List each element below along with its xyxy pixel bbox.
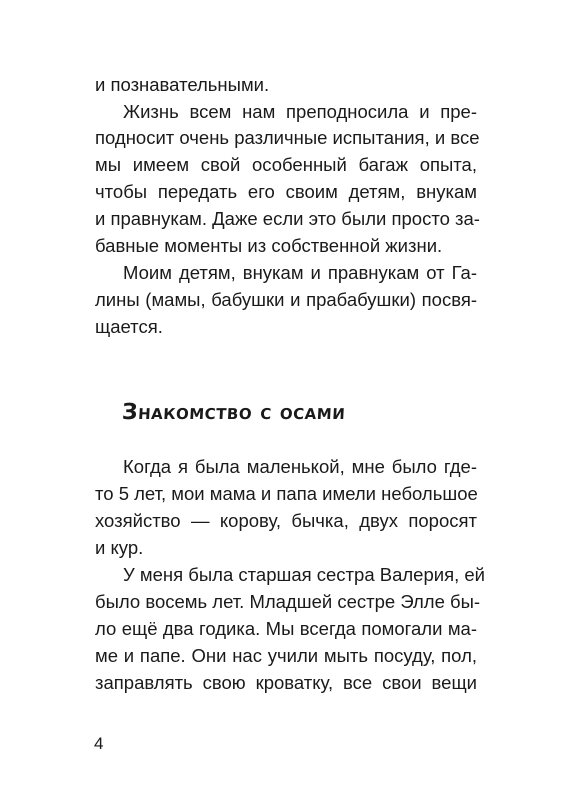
text-line: бавные моменты из собственной жизни. — [95, 235, 443, 256]
text-line: Моим детям, внукам и правнукам от Га- — [123, 262, 477, 283]
text-line: мы имеем свой особенный багаж опыта, — [95, 154, 477, 175]
chapter-heading: Знакомство с осами — [121, 400, 347, 425]
text-line: У меня была старшая сестра Валерия, ей — [123, 564, 486, 585]
text-line: то 5 лет, мои мама и папа имели небольшое — [95, 483, 478, 504]
text-line: и кур. — [95, 537, 144, 558]
text-line: чтобы передать его своим детям, внукам — [95, 181, 477, 202]
page-number: 4 — [94, 734, 104, 753]
text-line: и познавательными. — [95, 74, 270, 95]
text-line: заправлять свою кроватку, все свои вещи — [95, 672, 477, 693]
text-line: подносит очень различные испытания, и все — [95, 127, 480, 148]
text-line: было восемь лет. Младшей сестре Элле бы- — [95, 591, 481, 612]
text-line: ме и папе. Они нас учили мыть посуду, пол, — [95, 645, 477, 666]
text-line: Когда я была маленькой, мне было где- — [123, 456, 477, 477]
text-line: ло ещё два годика. Мы всегда помогали ма- — [95, 618, 477, 639]
text-line: лины (мамы, бабушки и прабабушки) посвя- — [95, 289, 477, 310]
text-line: Жизнь всем нам преподносила и пре- — [123, 101, 477, 122]
text-line: щается. — [95, 316, 163, 337]
text-line: хозяйство — корову, бычка, двух поросят — [95, 510, 477, 531]
text-line: и правнукам. Даже если это были просто за- — [95, 208, 480, 229]
